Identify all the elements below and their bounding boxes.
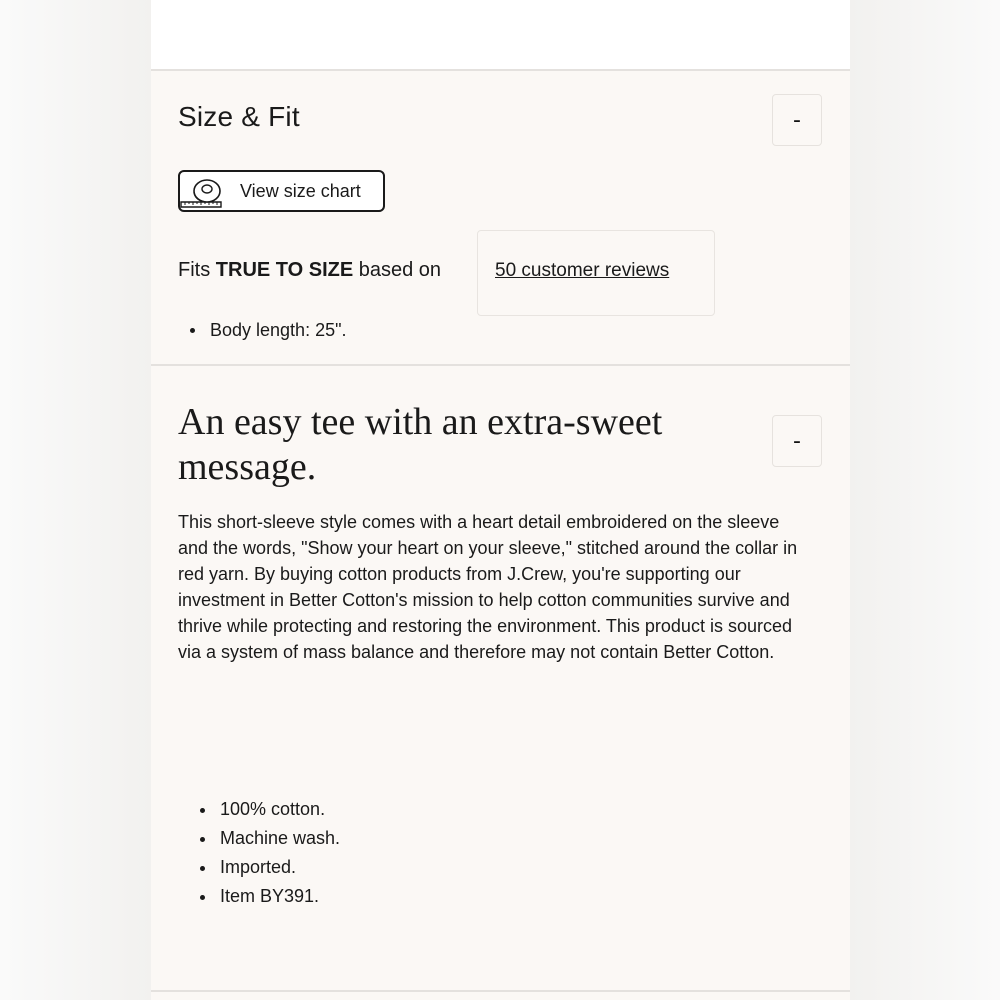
size-fit-title: Size & Fit — [178, 101, 300, 132]
product-details-panel — [151, 0, 850, 1000]
list-item: 100% cotton. — [188, 795, 588, 824]
size-details-list — [178, 317, 578, 343]
fit-prefix: Fits — [178, 259, 216, 281]
view-size-chart-label: View size chart — [240, 181, 361, 201]
list-item: Imported. — [188, 853, 588, 882]
description-body: This short-sleeve style comes with a heart detail embroidered on the sleeve and the words, "Show your heart on your sleeve," stitched around the collar in red yarn. By buying cotton products from J.Crew, you're supporting our investment in Better Cotton's mission to help cotton communities survive and thrive while protecting and restoring the environment. This product is sourced via a system of mass balance and therefore may not contain Better Cotton. — [178, 512, 798, 662]
fit-summary — [178, 259, 441, 282]
fit-suffix: based on — [353, 259, 442, 281]
list-item: Body length: 25". — [178, 317, 578, 343]
top-spacer — [151, 0, 850, 69]
reviews-link-container — [477, 230, 715, 316]
page-background-right — [850, 0, 1000, 1000]
description-title: An easy tee with an extra-sweet message. — [178, 401, 663, 488]
fit-value: TRUE TO SIZE — [215, 259, 354, 281]
list-item: Machine wash. — [188, 824, 588, 853]
size-fit-collapse-button[interactable]: - — [772, 94, 822, 146]
divider-middle — [151, 364, 850, 366]
view-size-chart-button[interactable] — [178, 170, 385, 212]
page-background-left — [0, 0, 151, 1000]
divider-bottom — [151, 990, 850, 992]
customer-reviews-link[interactable]: 50 customer reviews — [495, 260, 670, 281]
description-collapse-button[interactable]: - — [772, 415, 822, 467]
divider-top — [151, 69, 850, 71]
list-item: Item BY391. — [188, 882, 588, 911]
product-features-list — [188, 795, 588, 911]
measuring-tape-icon — [177, 178, 227, 208]
